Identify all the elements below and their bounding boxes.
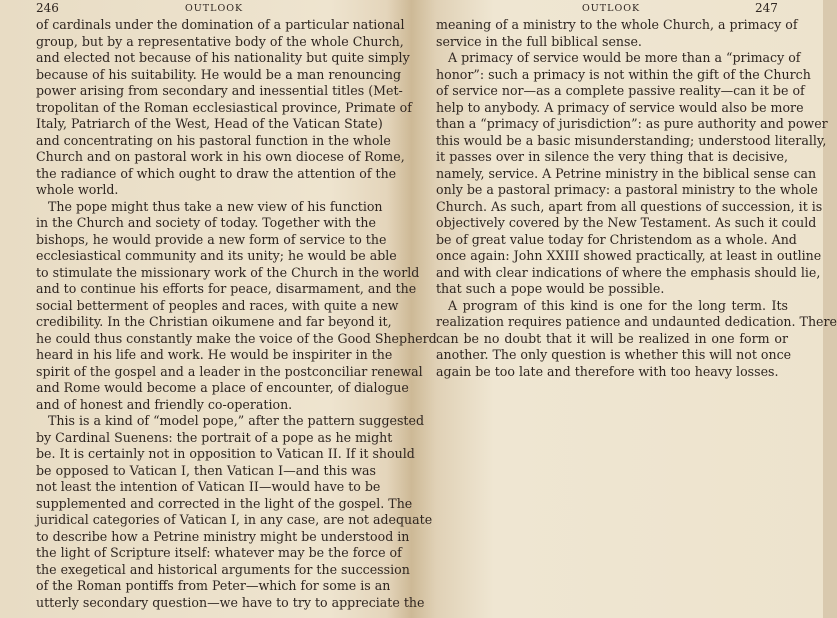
text-line: he could thus constantly make the voice of the Good Shepherd [36,330,437,346]
text-line: that such a pope would be possible. [436,281,665,296]
text-line: than a “primacy of jurisdiction”: as pure authority and power [436,116,828,131]
text-line: once again: John XXIII showed practically, at least in outline [436,248,822,263]
text-line: of service nor—as a complete passive reality—can it be of [436,83,805,98]
page-number: 246 [36,1,59,15]
text-line: and with clear indications of where the emphasis should lie, [436,264,821,280]
text-line: Church. As such, apart from all questions of succession, it is [436,198,823,214]
running-head: OUTLOOK [185,3,244,14]
text-line: Church and on pastoral work in his own diocese of Rome, [36,149,405,164]
text-line: it passes over in silence the very thing that is decisive, [436,149,788,164]
text-line: whole world. [36,182,119,197]
text-line: credibility. In the Christian oikumene and far beyond it, [36,314,392,329]
text-line: by Cardinal Suenens: the portrait of a pope as he might [36,429,393,445]
text-line: of cardinals under the domination of a particular national [36,17,405,32]
text-line: tropolitan of the Roman ecclesiastical province, Primate of [36,99,412,115]
text-line: juridical categories of Vatican I, in any case, are not adequate [36,512,433,527]
right-page-body [436,17,837,380]
text-line: the light of Scripture itself: whatever may be the force of [36,545,402,560]
text-line: to describe how a Petrine ministry might be understood in [36,528,410,544]
text-line: be of great value today for Christendom as a whole. And [436,231,797,247]
text-line: help to anybody. A primacy of service would also be more [436,99,804,115]
text-line: ecclesiastical community and its unity; he would be able [36,248,397,263]
text-line: and concentrating on his pastoral function in the whole [36,132,391,148]
text-line: social betterment of peoples and races, with quite a new [36,297,399,313]
left-page-body [36,17,437,611]
text-line: A program of this kind is one for the long term. Its [448,297,788,313]
text-line: only be a pastoral primacy: a pastoral ministry to the whole [436,182,818,197]
text-line: bishops, he would provide a new form of service to the [36,231,387,247]
text-line: to stimulate the missionary work of the Church in the world [36,264,420,280]
text-line: heard in his life and work. He would be inspiriter in the [36,347,393,362]
text-line: and elected not because of his nationality but quite simply [36,50,410,65]
right-page [412,0,837,618]
text-line: not least the intention of Vatican II—would have to be [36,479,381,494]
text-line: again be too late and therefore with too heavy losses. [436,363,779,379]
text-line: be opposed to Vatican I, then Vatican I—and this was [36,462,376,478]
text-line: because of his suitability. He would be a man renouncing [36,66,402,82]
text-line: A primacy of service would be more than a “primacy of [448,50,801,65]
text-line: The pope might thus take a new view of his function [48,198,383,214]
text-line: the radiance of which ought to draw the attention of the [36,165,397,181]
text-line: namely, service. A Petrine ministry in the biblical sense can [436,165,817,181]
page-number: 247 [755,1,778,15]
text-line: power arising from secondary and inessential titles (Met- [36,83,403,98]
text-line: spirit of the gospel and a leader in the postconciliar renewal [36,363,423,379]
text-line: be. It is certainly not in opposition to Vatican II. If it should [36,446,415,461]
text-line: can be no doubt that it will be realized in one form or [436,330,788,346]
text-line: service in the full biblical sense. [436,33,642,49]
text-line: and Rome would become a place of encounter, of dialogue [36,380,409,395]
text-line: supplemented and corrected in the light of the gospel. The [36,495,413,511]
text-line: objectively covered by the New Testament. As such it could [436,215,817,230]
text-line: Italy, Patriarch of the West, Head of the Vatican State) [36,116,383,131]
text-line: realization requires patience and undaunted dedication. There [436,314,837,329]
text-line: this would be a basic misunderstanding; understood literally, [436,132,827,148]
text-line: This is a kind of “model pope,” after the pattern suggested [48,413,425,428]
text-line: in the Church and society of today. Together with the [36,215,376,230]
text-line: meaning of a ministry to the whole Church, a primacy of [436,17,798,32]
text-line: and to continue his efforts for peace, disarmament, and the [36,281,417,296]
text-line: the exegetical and historical arguments for the succession [36,561,410,577]
text-line: and of honest and friendly co-operation. [36,396,293,412]
running-head: OUTLOOK [582,3,641,14]
text-line: honor”: such a primacy is not within the gift of the Church [436,66,811,82]
text-line: of the Roman pontiffs from Peter—which for some is an [36,578,391,593]
text-line: another. The only question is whether this will not once [436,347,792,362]
text-line: group, but by a representative body of the whole Church, [36,33,404,49]
text-line: utterly secondary question—we have to try to appreciate the [36,594,425,610]
